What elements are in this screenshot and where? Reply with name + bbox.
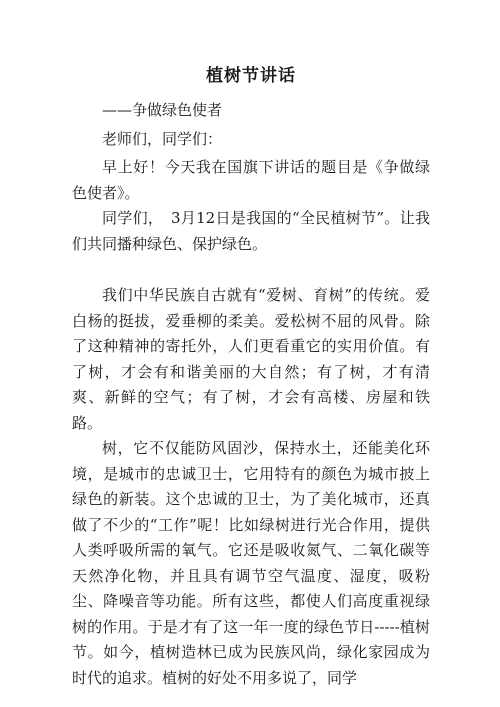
paragraph-opening: 早上好！今天我在国旗下讲话的题目是《争做绿色使者》。 [72,158,430,202]
paragraph-gap [72,257,430,283]
document-title: 植树节讲话 [206,66,296,86]
greeting-line: 老师们，同学们： [102,129,223,148]
paragraph-tradition: 我们中华民族自古就有“爱树、育树”的传统。爱白杨的挺拔，爱垂柳的柔美。爱松树不屈的风骨。除了这种精神的寄托外，人们更看重它的实用价值。有了树，才会有和谐美丽的大自然；有了树，才有清爽、新鲜的空气；有了树，才会有高楼、房屋和铁路。 [72,286,430,432]
document-subtitle: ——争做绿色使者 [102,101,223,119]
paragraph-arbor-day: 同学们， 3月12日是我国的“全民植树节”。让我们共同播种绿色、保护绿色。 [72,209,430,253]
paragraph-tree-benefits: 树，它不仅能防风固沙，保持水土，还能美化环境，是城市的忠诚卫士，它用特有的颜色为城市披上绿色的新装。这个忠诚的卫士，为了美化城市，还真做了不少的“工作”呢！比如绿树进行光合作用，提供人类呼吸所需的氧气。它还是吸收氮气、二氧化碳等天然净化物，并且具有调节空气温度、湿度，吸粉尘、降噪音等功能。所有这些，都使人们高度重视绿树的作用。于是才有了这一年一度的绿色节日-----植树节。如今，植树造林已成为民族风尚，绿化家园成为时代的追求。植树的好处不用多说了，同学 [72,439,430,687]
